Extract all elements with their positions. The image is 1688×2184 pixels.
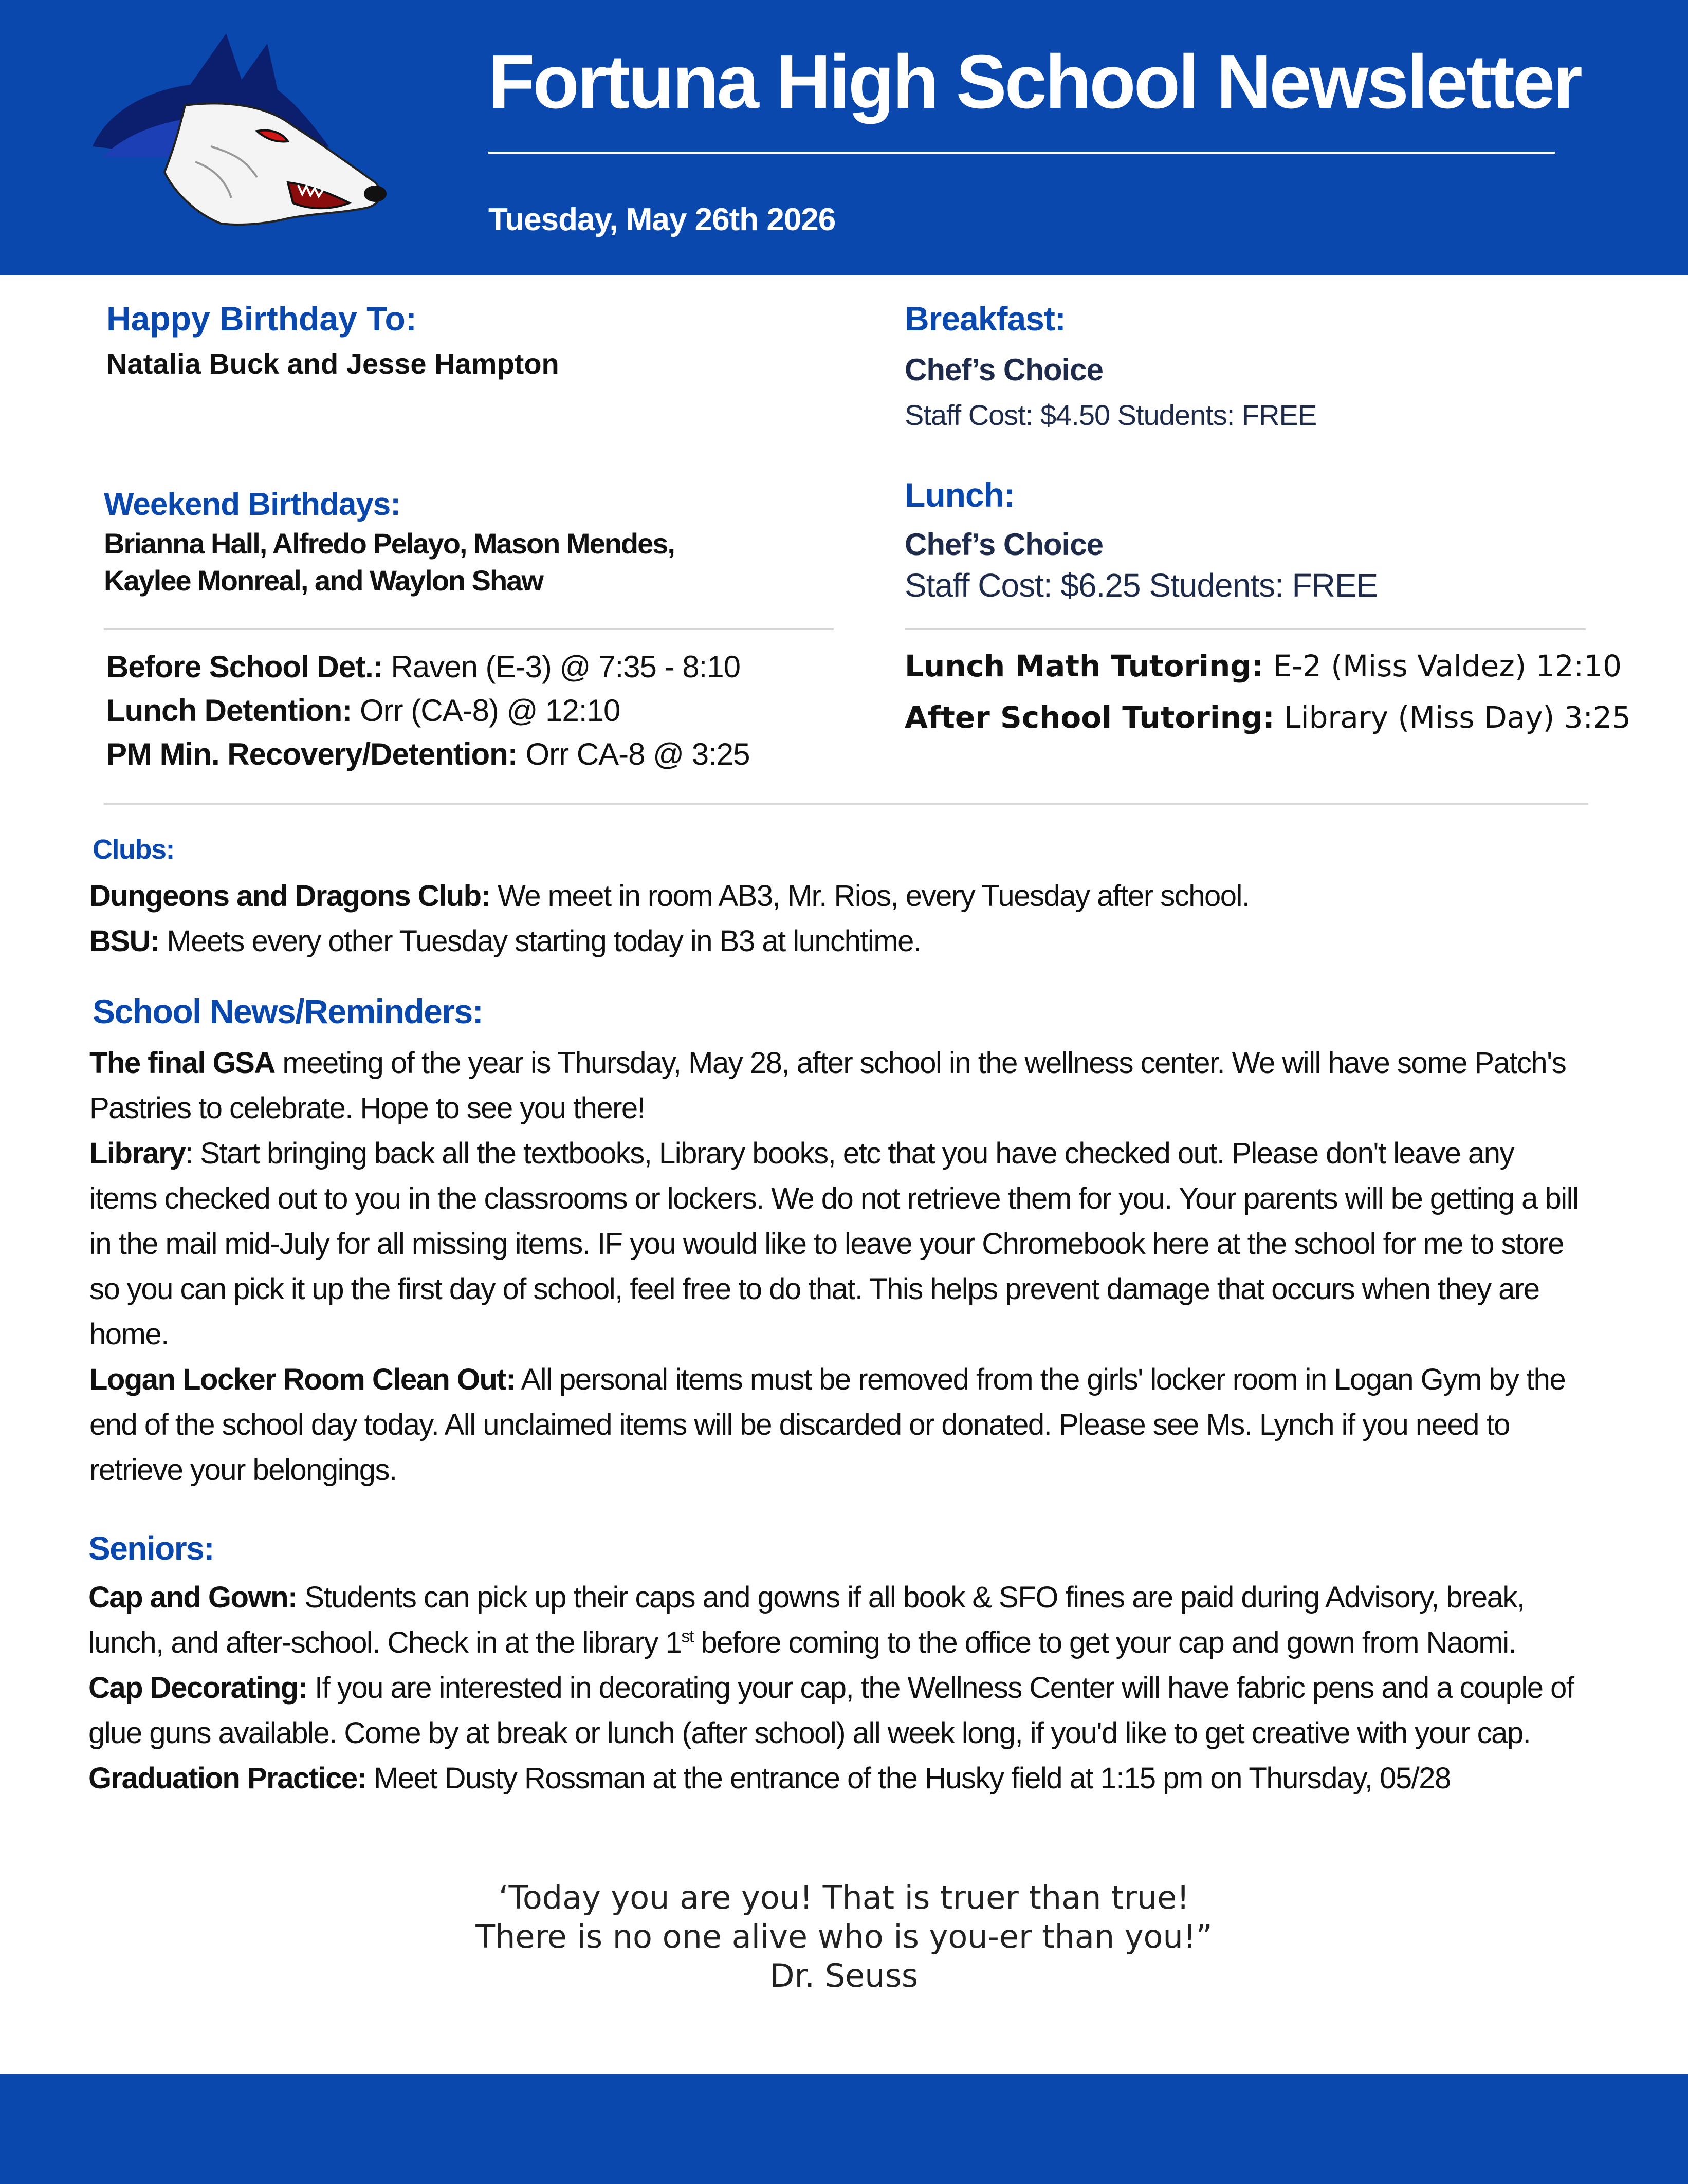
detention-block bbox=[106, 645, 750, 776]
weekend-birthdays-line: Brianna Hall, Alfredo Pelayo, Mason Mendes, bbox=[104, 527, 674, 560]
news-locker-room: Logan Locker Room Clean Out: All personal items must be removed from the girls' locker room in Logan Gym by the end of the school day today. All unclaimed items will be discarded or donated. Please see Ms. Lynch if you need to retrieve your belongings. bbox=[89, 1363, 1566, 1487]
breakfast-heading: Breakfast: bbox=[905, 300, 1066, 338]
lunch-item: Chef’s Choice bbox=[905, 527, 1103, 562]
seniors-graduation-practice: Graduation Practice: Meet Dusty Rossman at the entrance of the Husky field at 1:15 pm on Thursday, 05/28 bbox=[88, 1762, 1451, 1795]
birthday-heading: Happy Birthday To: bbox=[106, 300, 417, 338]
birthday-names: Natalia Buck and Jesse Hampton bbox=[106, 347, 559, 380]
newsletter-title: Fortuna High School Newsletter bbox=[488, 40, 1581, 124]
weekend-birthdays-heading: Weekend Birthdays: bbox=[104, 487, 400, 522]
weekend-birthdays-line: Kaylee Monreal, and Waylon Shaw bbox=[104, 564, 543, 597]
before-school-detention: Before School Det.: Raven (E-3) @ 7:35 - 8:10 bbox=[106, 650, 740, 684]
husky-mascot-icon bbox=[72, 28, 401, 234]
header-banner bbox=[0, 0, 1688, 275]
seniors-heading: Seniors: bbox=[88, 1530, 214, 1567]
section-divider bbox=[104, 628, 834, 630]
seniors-body bbox=[88, 1575, 1594, 1801]
header-divider bbox=[488, 152, 1555, 154]
lunch-heading: Lunch: bbox=[905, 476, 1015, 514]
quote-line: There is no one alive who is you-er than you!” bbox=[475, 1918, 1213, 1955]
section-divider bbox=[104, 803, 1588, 805]
lunch-cost: Staff Cost: $6.25 Students: FREE bbox=[905, 567, 1378, 604]
breakfast-cost: Staff Cost: $4.50 Students: FREE bbox=[905, 399, 1317, 431]
tutoring-block bbox=[905, 640, 1631, 743]
breakfast-item: Chef’s Choice bbox=[905, 353, 1103, 387]
news-heading: School News/Reminders: bbox=[93, 992, 483, 1030]
club-dnd: Dungeons and Dragons Club: We meet in room AB3, Mr. Rios, every Tuesday after school. bbox=[89, 879, 1250, 913]
club-bsu: BSU: Meets every other Tuesday starting today in B3 at lunchtime. bbox=[89, 924, 921, 958]
quote-line: ‘Today you are you! That is truer than true! bbox=[498, 1879, 1190, 1916]
pm-detention: PM Min. Recovery/Detention: Orr CA-8 @ 3:25 bbox=[106, 737, 750, 771]
newsletter-date: Tuesday, May 26th 2026 bbox=[488, 202, 836, 237]
after-school-tutoring: After School Tutoring: Library (Miss Day) 3:25 bbox=[905, 700, 1631, 735]
clubs-heading: Clubs: bbox=[93, 834, 174, 865]
section-divider bbox=[905, 628, 1586, 630]
news-gsa: The final GSA meeting of the year is Thursday, May 28, after school in the wellness center. We will have some Patch's Pastries to celebrate. Hope to see you there! bbox=[89, 1046, 1566, 1125]
news-body bbox=[89, 1041, 1580, 1493]
seniors-cap-decorating: Cap Decorating: If you are interested in decorating your cap, the Wellness Center will have fabric pens and a couple of glue guns available. Come by at break or lunch (after school) all week long, if you'd like to get creative with your cap. bbox=[88, 1671, 1574, 1750]
news-library: Library: Start bringing back all the textbooks, Library books, etc that you have checked out. Please don't leave any items checked out to you in the classrooms or lockers. We do not retrieve them for you. Your parents will be getting a bill in the mail mid-July for all missing items. IF you would like to leave your Chromebook here at the school for me to store so you can pick it up the first day of school, feel free to do that. This helps prevent damage that occurs when they are home. bbox=[89, 1137, 1579, 1351]
lunch-detention: Lunch Detention: Orr (CA-8) @ 12:10 bbox=[106, 693, 620, 728]
lunch-math-tutoring: Lunch Math Tutoring: E-2 (Miss Valdez) 12:10 bbox=[905, 649, 1622, 683]
quote-block bbox=[0, 1878, 1688, 1995]
weekend-birthdays-names bbox=[104, 525, 674, 599]
clubs-list bbox=[89, 874, 1606, 964]
seniors-cap-and-gown: Cap and Gown: Students can pick up their caps and gowns if all book & SFO fines are paid during Advisory, break, lunch, and after-school. Check in at the library 1st before coming to the office to get your cap and gown from Naomi. bbox=[88, 1581, 1525, 1659]
footer-banner bbox=[0, 2074, 1688, 2184]
quote-author: Dr. Seuss bbox=[769, 1957, 919, 1994]
